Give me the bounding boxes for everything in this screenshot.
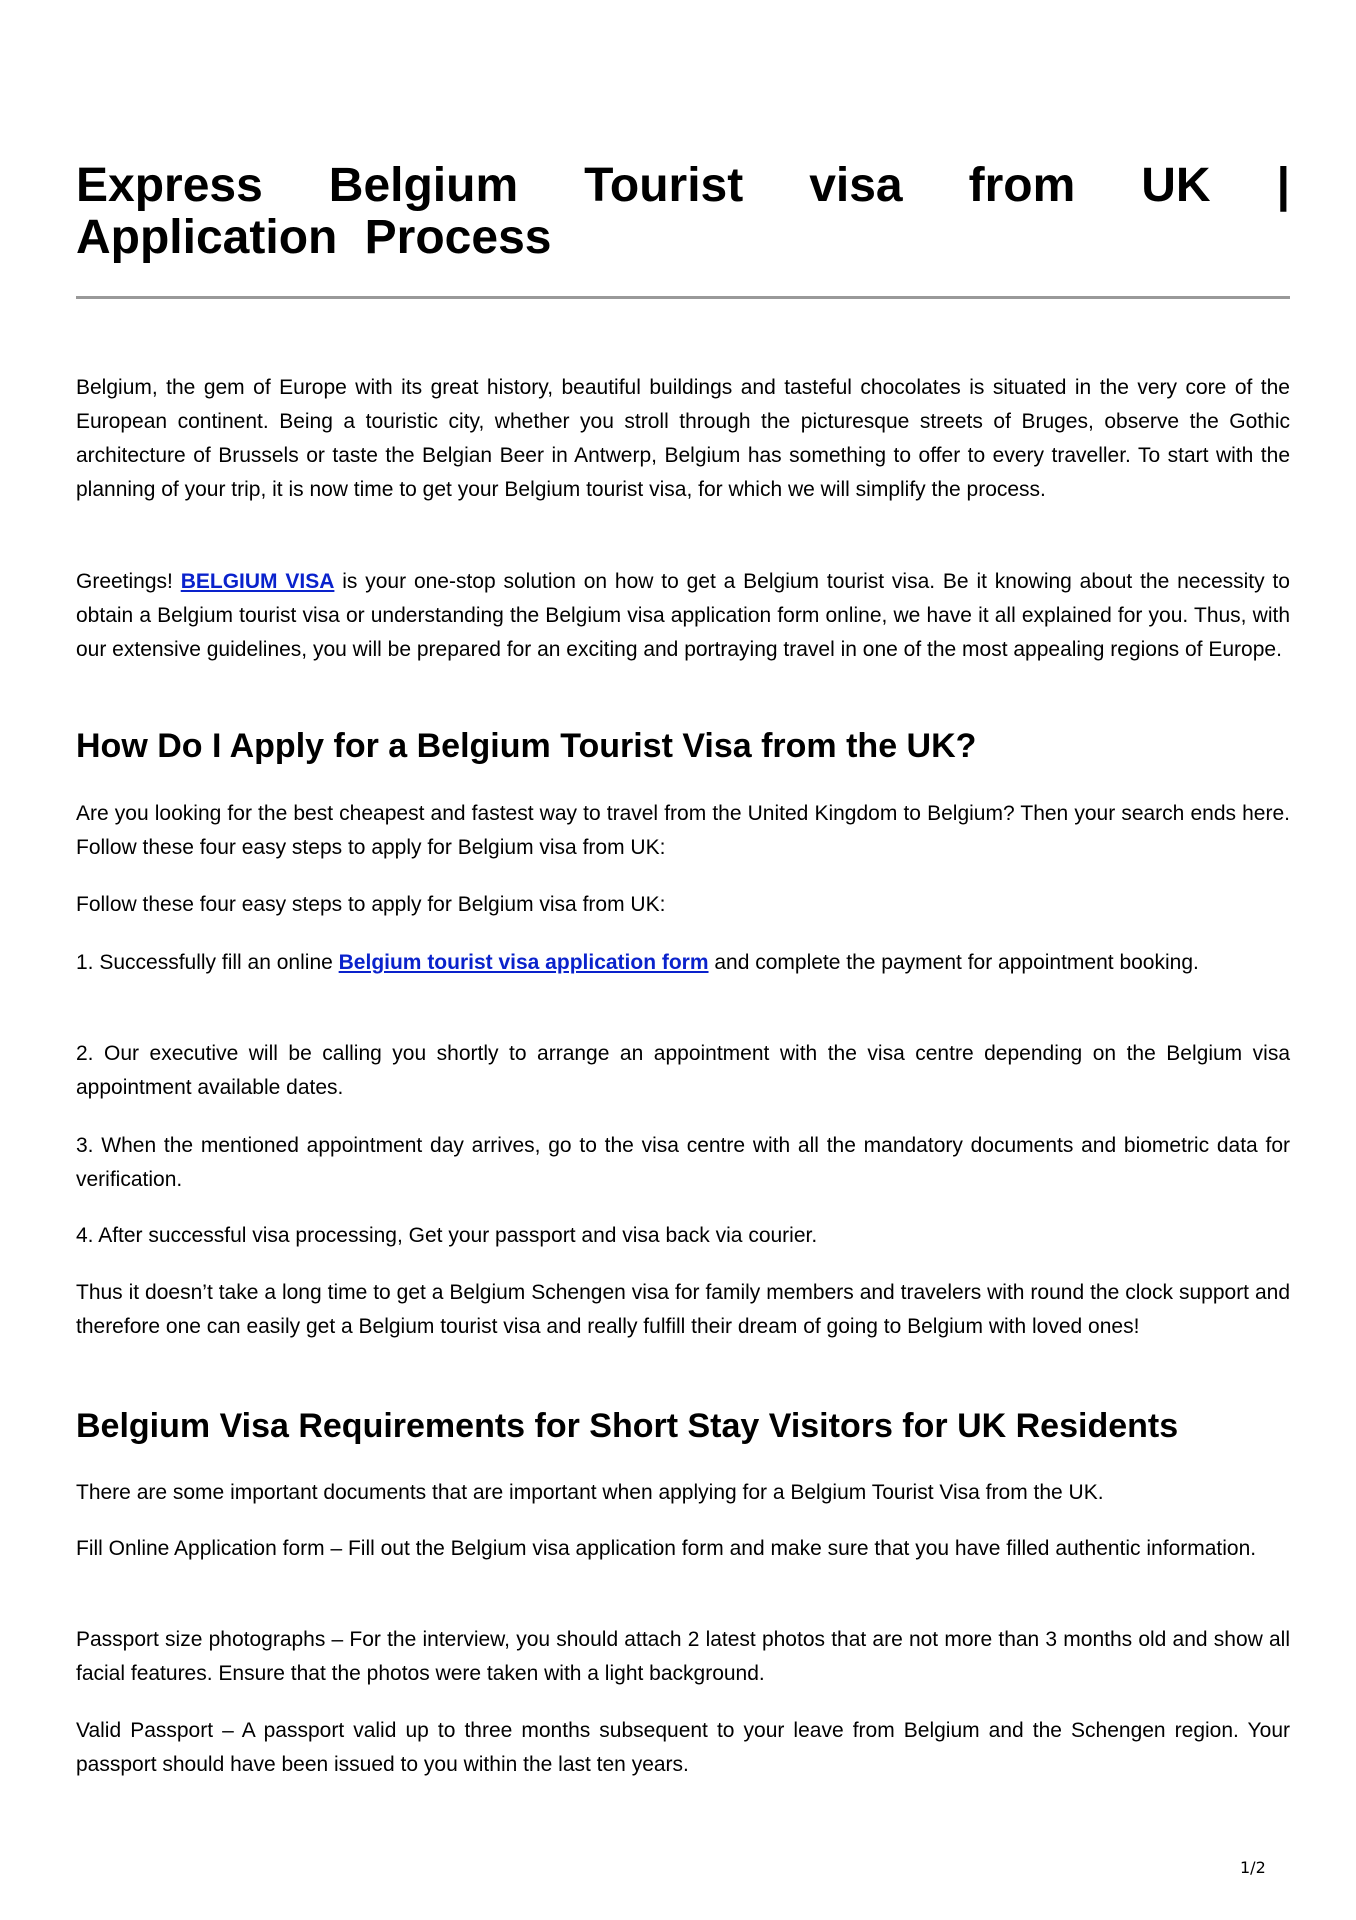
application-form-link[interactable]: Belgium tourist visa application form [338, 951, 709, 974]
heading-apply: How Do I Apply for a Belgium Tourist Visa from the UK? [76, 727, 977, 765]
apply-paragraph: Are you looking for the best cheapest and fastest way to travel from the United Kingdom to Belgium? Then your search ends here. Follow these four easy steps to apply for Belgium visa from UK: [76, 802, 1290, 859]
heading-requirements: Belgium Visa Requirements for Short Stay Visitors for UK Residents [76, 1407, 1179, 1445]
apply-steps-intro: Follow these four easy steps to apply for Belgium visa from UK: [76, 893, 666, 916]
requirement-application-form: Fill Online Application form – Fill out the Belgium visa application form and make sure that you have filled authentic information. [76, 1537, 1257, 1560]
greeting-paragraph [76, 565, 1290, 667]
page-number: 1/2 [1240, 1858, 1266, 1877]
greeting-text: is your one-stop solution on how to get a Belgium tourist visa. Be it knowing about the necessity to obtain a Belgium tourist visa or understanding the Belgium visa application form online, we have it all explained for you. Thus, with our extensive guidelines, you will be prepared for an exciting and portraying travel in one of the most appealing regions of Europe. [76, 570, 1290, 661]
requirement-passport: Valid Passport – A passport valid up to three months subsequent to your leave from Belgium and the Schengen region. Your passport should have been issued to you within the last ten years. [76, 1719, 1290, 1776]
step-2: 2. Our executive will be calling you shortly to arrange an appointment with the visa centre depending on the Belgium visa appointment available dates. [76, 1042, 1290, 1099]
title-divider [76, 296, 1290, 299]
step-1-text: and complete the payment for appointment booking. [708, 951, 1199, 974]
requirement-photographs: Passport size photographs – For the interview, you should attach 2 latest photos that are not more than 3 months old and show all facial features. Ensure that the photos were taken with a light background. [76, 1628, 1290, 1685]
intro-paragraph: Belgium, the gem of Europe with its great history, beautiful buildings and tasteful chocolates is situated in the very core of the European continent. Being a touristic city, whether you stroll through the picturesque streets of Bruges, observe the Gothic architecture of Brussels or taste the Belgian Beer in Antwerp, Belgium has something to offer to every traveller. To start with the planning of your trip, it is now time to get your Belgium tourist visa, for which we will simplify the process. [76, 376, 1290, 501]
apply-closing-paragraph: Thus it doesn’t take a long time to get a Belgium Schengen visa for family members and travelers with round the clock support and therefore one can easily get a Belgium tourist visa and really fulfill their dream of going to Belgium with loved ones! [76, 1281, 1290, 1338]
step-3: 3. When the mentioned appointment day arrives, go to the visa centre with all the mandatory documents and biometric data for verification. [76, 1134, 1290, 1191]
step-4: 4. After successful visa processing, Get your passport and visa back via courier. [76, 1224, 818, 1247]
greeting-prefix: Greetings! [76, 570, 181, 593]
requirements-intro: There are some important documents that are important when applying for a Belgium Tourist Visa from the UK. [76, 1481, 1104, 1504]
step-1-prefix: 1. Successfully fill an online [76, 951, 339, 974]
belgium-visa-link[interactable]: BELGIUM VISA [180, 570, 335, 593]
page-title: Express Belgium Tourist visa from UK | Application Process [76, 159, 1290, 264]
step-1 [76, 946, 1290, 980]
